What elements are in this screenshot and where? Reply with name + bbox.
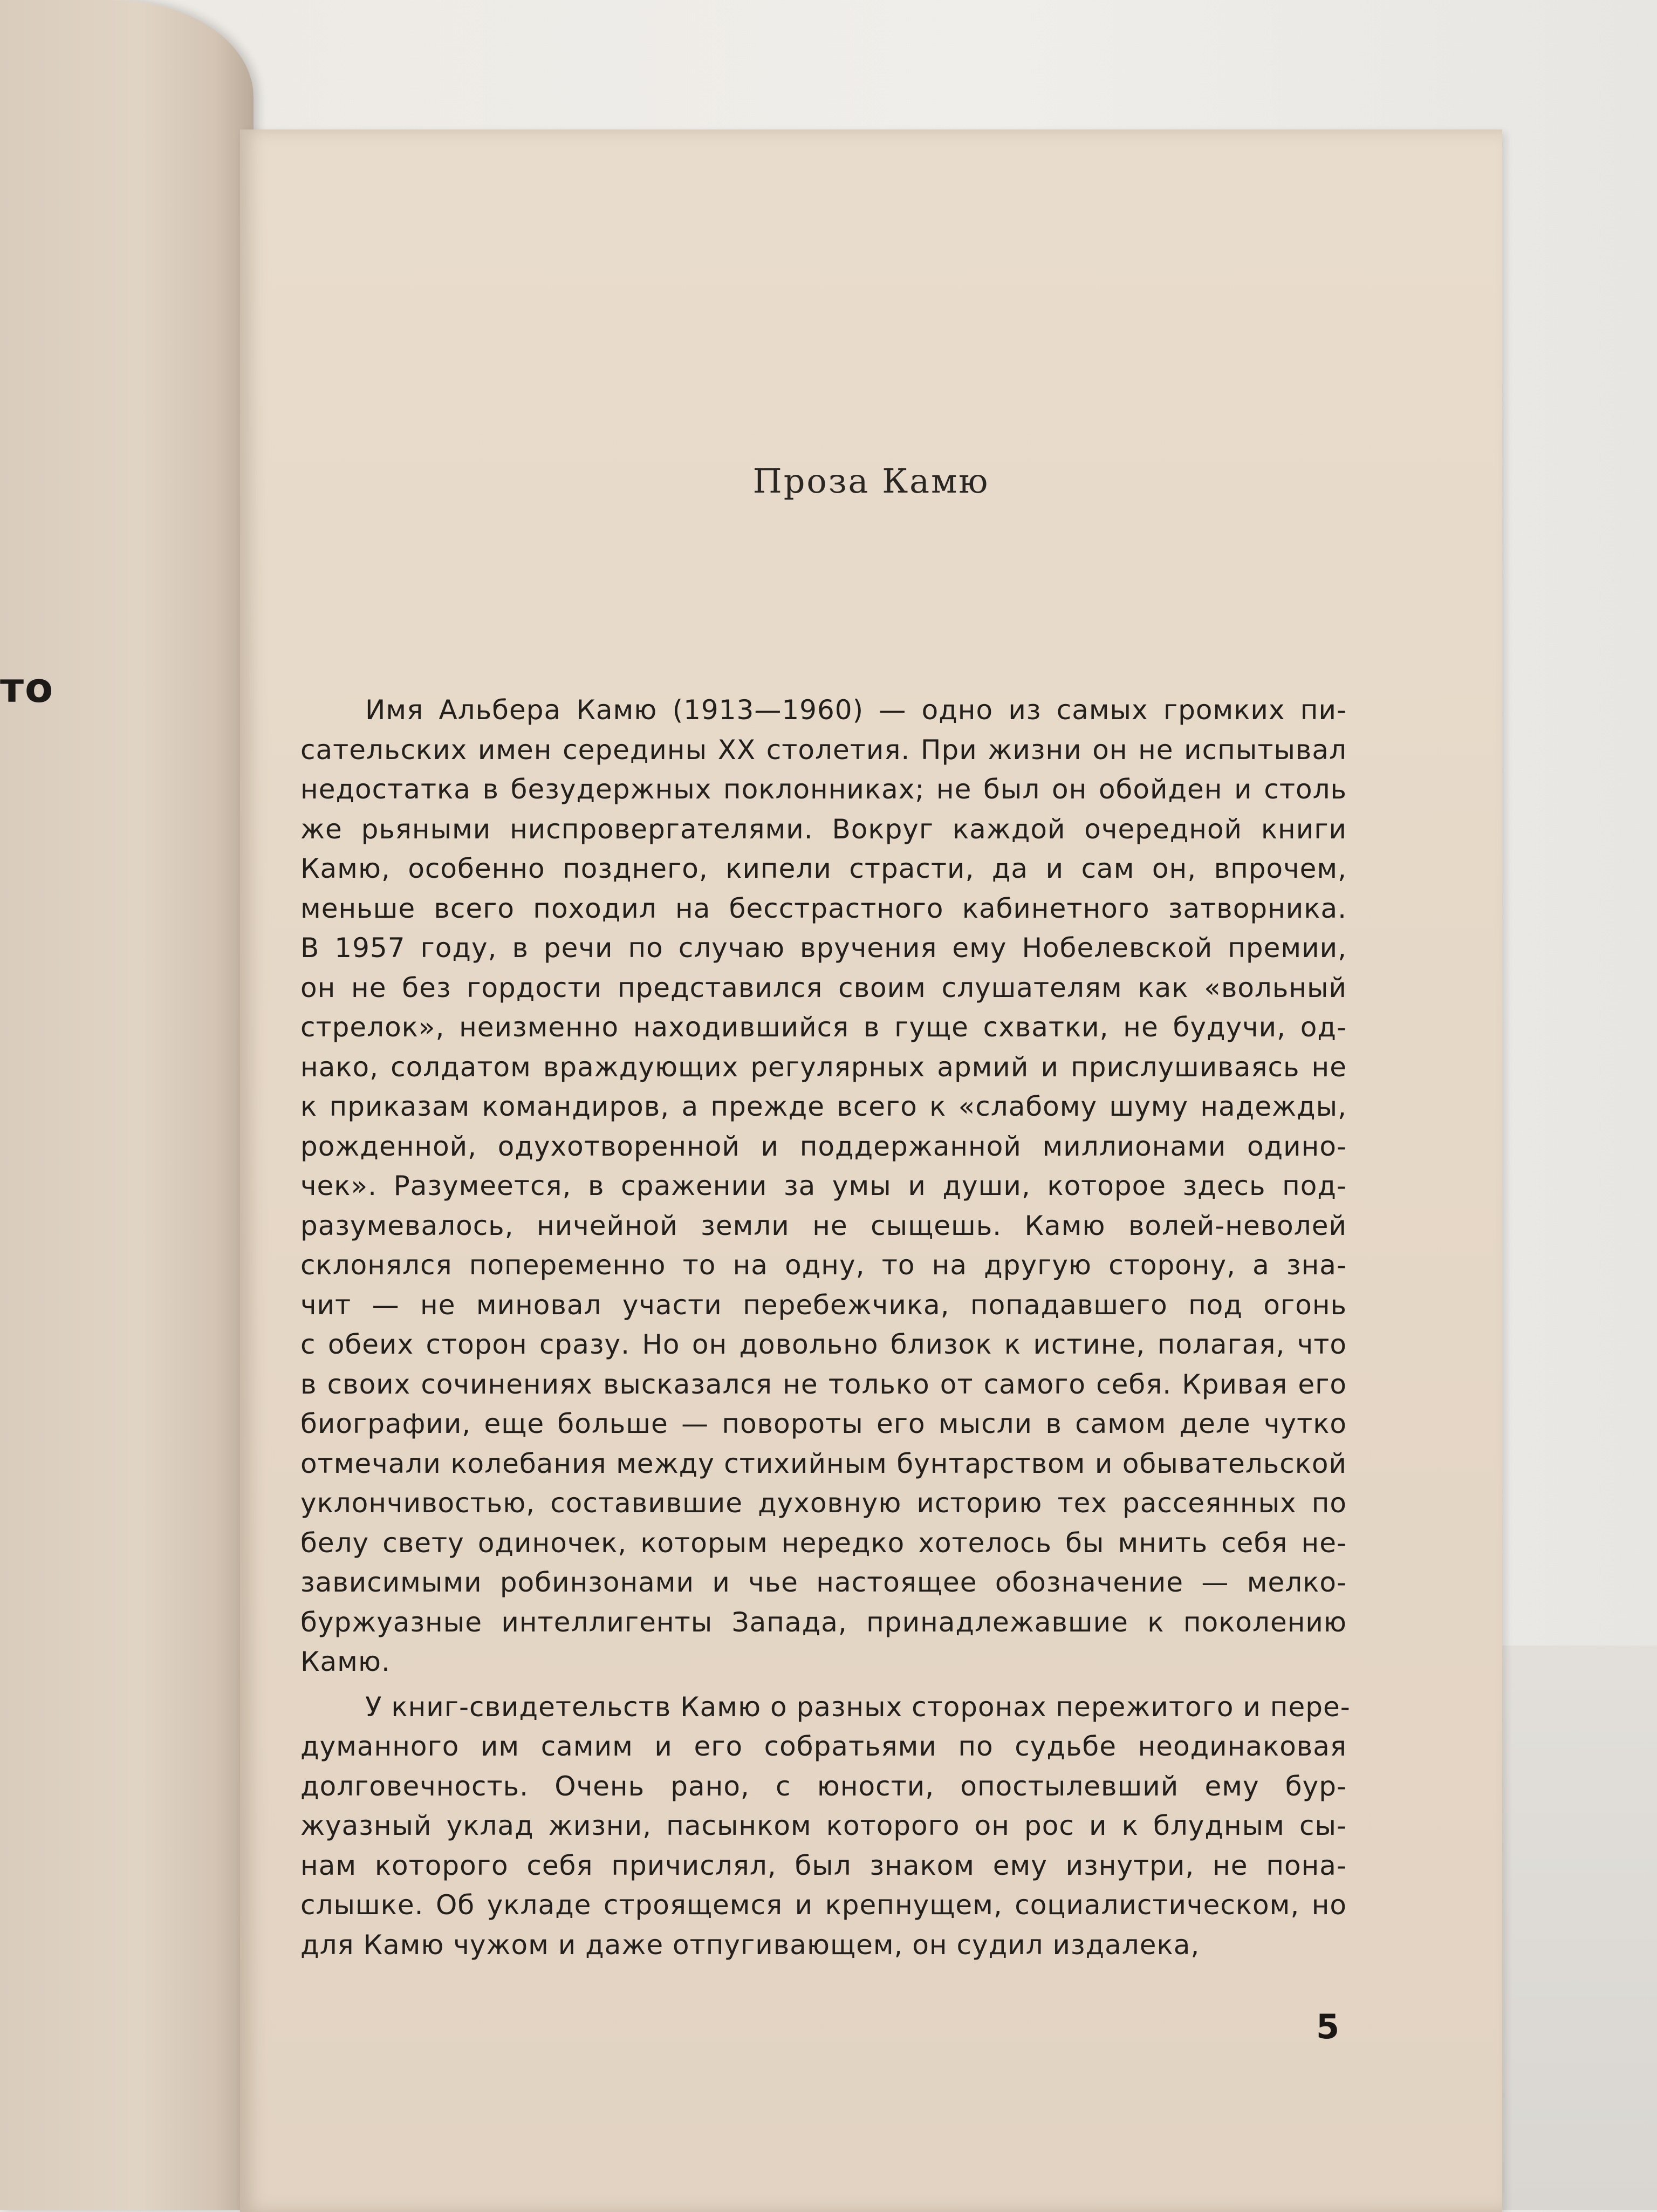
text-line: рожденной, одухотворенной и поддержанной миллионами одино-: [300, 1130, 1347, 1162]
paragraph-gap: [300, 1682, 1347, 1688]
text-line: уклончивостью, составившие духовную историю тех рассеянных по: [300, 1487, 1347, 1519]
text-line: жуазный уклад жизни, пасынком которого он рос и к блудным сы-: [300, 1810, 1347, 1841]
text-line: для Камю чужом и даже отпугивающем, он судил издалека,: [300, 1929, 1200, 1961]
text-line: недостатка в безудержных поклонниках; не был он обойден и столь: [300, 774, 1347, 805]
left-page: [0, 0, 254, 2210]
text-line: склонялся попеременно то на одну, то на другую сторону, а зна-: [300, 1250, 1347, 1281]
body-text: [300, 691, 1351, 1965]
text-line: чит — не миновал участи перебежчика, попадавшего под огонь: [300, 1289, 1347, 1321]
page-number: 5: [1316, 2007, 1340, 2046]
text-line: У книг-свидетельств Камю о разных сторонах пережитого и пере-: [365, 1691, 1351, 1723]
text-line: разумевалось, ничейной земли не сыщешь. Камю волей-неволей: [300, 1210, 1347, 1241]
text-line: биографии, еще больше — повороты его мысли в самом деле чутко: [300, 1408, 1347, 1439]
text-line: же рьяными ниспровергателями. Вокруг каждой очередной книги: [300, 813, 1347, 845]
text-line: в своих сочинениях высказался не только от самого себя. Кривая его: [300, 1368, 1347, 1400]
text-line: В 1957 году, в речи по случаю вручения ему Нобелевской премии,: [300, 932, 1347, 964]
left-page-text-fragment: то: [0, 664, 54, 712]
text-line: нам которого себя причислял, был знаком ему изнутри, не пона-: [300, 1849, 1347, 1881]
page-title: Проза Камю: [752, 461, 990, 501]
text-line: Камю.: [300, 1646, 391, 1677]
text-line: он не без гордости представился своим слушателям как «вольный: [300, 972, 1347, 1003]
text-line: Камю, особенно позднего, кипели страсти, да и сам он, впрочем,: [300, 853, 1347, 884]
text-line: думанного им самим и его собратьями по судьбе неодинаковая: [300, 1731, 1347, 1762]
text-line: отмечали колебания между стихийным бунтарством и обывательской: [300, 1448, 1347, 1479]
text-line: с обеих сторон сразу. Но он довольно близок к истине, полагая, что: [300, 1329, 1347, 1360]
right-page: [240, 129, 1502, 2212]
text-line: стрелок», неизменно находившийся в гуще схватки, не будучи, од-: [300, 1012, 1347, 1043]
text-line: слышке. Об укладе строящемся и крепнущем, социалистическом, но: [300, 1889, 1347, 1921]
text-line: буржуазные интеллигенты Запада, принадлежавшие к поколению: [300, 1606, 1347, 1638]
text-line: белу свету одиночек, которым нередко хотелось бы мнить себя не-: [300, 1527, 1347, 1559]
text-line: зависимыми робинзонами и чье настоящее обозначение — мелко-: [300, 1567, 1347, 1598]
text-line: к приказам командиров, а прежде всего к «слабому шуму надежды,: [300, 1091, 1347, 1122]
paragraph: [300, 691, 1347, 1682]
text-line: чек». Разумеется, в сражении за умы и души, которое здесь под-: [300, 1170, 1347, 1201]
paragraph: [300, 1688, 1351, 1965]
text-line: нако, солдатом враждующих регулярных армий и прислушиваясь не: [300, 1051, 1347, 1083]
text-line: долговечность. Очень рано, с юности, опостылевший ему бур-: [300, 1770, 1347, 1802]
text-line: сательских имен середины XX столетия. При жизни он не испытывал: [300, 734, 1347, 766]
text-line: Имя Альбера Камю (1913—1960) — одно из самых громких пи-: [365, 694, 1347, 726]
text-line: меньше всего походил на бесстрастного кабинетного затворника.: [300, 892, 1347, 924]
